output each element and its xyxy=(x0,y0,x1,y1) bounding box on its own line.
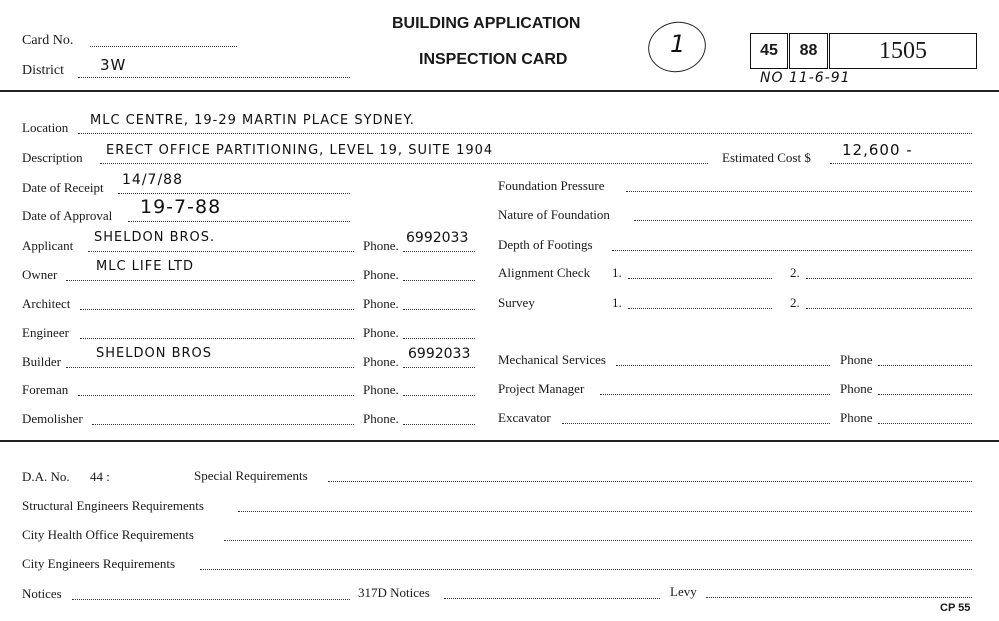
builder-phone-line xyxy=(403,367,475,368)
notices-line xyxy=(72,599,350,600)
description-line xyxy=(100,163,708,164)
location-label: Location xyxy=(22,120,69,135)
excavator-line xyxy=(562,423,830,424)
applicant-value: SHELDON BROS. xyxy=(94,230,216,245)
notices-317d-line xyxy=(444,598,660,599)
builder-label: Builder xyxy=(22,354,61,369)
structural-label: Structural Engineers Requirements xyxy=(22,498,204,513)
applicant-line xyxy=(88,251,354,252)
project-manager-phone-label: Phone xyxy=(840,381,873,396)
title-line1: BUILDING APPLICATION xyxy=(392,15,581,32)
demolisher-phone-label: Phone. xyxy=(363,411,399,426)
engineer-line xyxy=(80,338,354,339)
applicant-phone-label: Phone. xyxy=(363,238,399,253)
survey-label: Survey xyxy=(498,295,535,310)
builder-line xyxy=(66,367,354,368)
special-requirements-label: Special Requirements xyxy=(194,468,308,483)
builder-phone-label: Phone. xyxy=(363,354,399,369)
demolisher-phone-line xyxy=(403,424,475,425)
applicant-phone-value: 6992033 xyxy=(406,230,469,246)
card-no-line xyxy=(90,46,237,47)
architect-phone-label: Phone. xyxy=(363,296,399,311)
architect-line xyxy=(80,309,354,310)
owner-label: Owner xyxy=(22,267,58,282)
owner-value: MLC LIFE LTD xyxy=(96,259,194,274)
mechanical-line xyxy=(616,365,830,366)
location-value: MLC CENTRE, 19-29 MARTIN PLACE SYDNEY. xyxy=(90,113,415,128)
estimated-cost-line xyxy=(830,163,972,164)
alignment-line-1 xyxy=(628,278,772,279)
foreman-phone-line xyxy=(403,395,475,396)
notices-label: Notices xyxy=(22,586,62,601)
levy-label: Levy xyxy=(670,584,697,599)
estimated-cost-value: 12,600 - xyxy=(842,141,913,159)
box-88: 88 xyxy=(789,33,828,69)
description-label: Description xyxy=(22,150,83,165)
nature-foundation-label: Nature of Foundation xyxy=(498,207,610,222)
structural-line xyxy=(238,511,972,512)
date-approval-label: Date of Approval xyxy=(22,208,113,223)
demolisher-line xyxy=(92,424,354,425)
alignment-label: Alignment Check xyxy=(498,265,591,280)
foundation-pressure-line xyxy=(626,191,972,192)
foreman-label: Foreman xyxy=(22,382,69,397)
district-value: 3W xyxy=(100,56,127,74)
owner-line xyxy=(66,280,354,281)
estimated-cost-label: Estimated Cost $ xyxy=(722,150,811,165)
date-approval-line xyxy=(128,221,350,222)
mechanical-phone-line xyxy=(878,365,972,366)
foundation-pressure-label: Foundation Pressure xyxy=(498,178,605,193)
alignment-line-2 xyxy=(806,278,972,279)
project-manager-line xyxy=(600,394,830,395)
mechanical-label: Mechanical Services xyxy=(498,352,606,367)
builder-value: SHELDON BROS xyxy=(96,346,213,361)
district-line xyxy=(78,77,350,78)
form-code: CP 55 xyxy=(940,602,971,614)
excavator-phone-line xyxy=(878,423,972,424)
city-engineers-line xyxy=(200,569,972,570)
date-receipt-label: Date of Receipt xyxy=(22,180,104,195)
survey-line-2 xyxy=(806,308,972,309)
foreman-phone-label: Phone. xyxy=(363,382,399,397)
middle-rule xyxy=(0,440,999,442)
description-value: ERECT OFFICE PARTITIONING, LEVEL 19, SUITE 1904 xyxy=(106,143,494,158)
builder-phone-value: 6992033 xyxy=(408,346,471,362)
city-engineers-label: City Engineers Requirements xyxy=(22,556,176,571)
circled-number: 1 xyxy=(670,30,687,58)
engineer-label: Engineer xyxy=(22,325,69,340)
box-1505: 1505 xyxy=(829,33,977,69)
health-label: City Health Office Requirements xyxy=(22,527,194,542)
depth-footings-label: Depth of Footings xyxy=(498,237,593,252)
notices-317d-label: 317D Notices xyxy=(358,585,430,600)
applicant-label: Applicant xyxy=(22,238,74,253)
architect-phone-line xyxy=(403,309,475,310)
foreman-line xyxy=(78,395,354,396)
box-45: 45 xyxy=(750,33,788,69)
excavator-phone-label: Phone xyxy=(840,410,873,425)
alignment-num-2: 2. xyxy=(790,265,800,280)
depth-footings-line xyxy=(612,250,972,251)
survey-line-1 xyxy=(628,308,772,309)
owner-phone-line xyxy=(403,280,475,281)
excavator-label: Excavator xyxy=(498,410,551,425)
project-manager-phone-line xyxy=(878,394,972,395)
card-no-label: Card No. xyxy=(22,33,74,48)
nature-foundation-line xyxy=(634,220,972,221)
demolisher-label: Demolisher xyxy=(22,411,83,426)
alignment-num-1: 1. xyxy=(612,265,622,280)
special-requirements-line xyxy=(328,481,972,482)
levy-line xyxy=(706,597,972,598)
project-manager-label: Project Manager xyxy=(498,381,585,396)
da-label: D.A. No. xyxy=(22,469,70,484)
owner-phone-label: Phone. xyxy=(363,267,399,282)
engineer-phone-line xyxy=(403,338,475,339)
date-receipt-value: 14/7/88 xyxy=(122,172,183,188)
health-line xyxy=(224,540,972,541)
top-rule xyxy=(0,90,999,92)
district-label: District xyxy=(22,63,64,78)
location-line xyxy=(78,133,972,134)
date-approval-value: 19-7-88 xyxy=(140,196,222,218)
survey-num-1: 1. xyxy=(612,295,622,310)
da-value: 44 : xyxy=(90,469,110,484)
date-receipt-line xyxy=(118,193,350,194)
architect-label: Architect xyxy=(22,296,71,311)
title-line2: INSPECTION CARD xyxy=(419,51,568,68)
applicant-phone-line xyxy=(403,251,475,252)
mechanical-phone-label: Phone xyxy=(840,352,873,367)
handwritten-note: NO 11-6-91 xyxy=(760,70,851,86)
survey-num-2: 2. xyxy=(790,295,800,310)
engineer-phone-label: Phone. xyxy=(363,325,399,340)
